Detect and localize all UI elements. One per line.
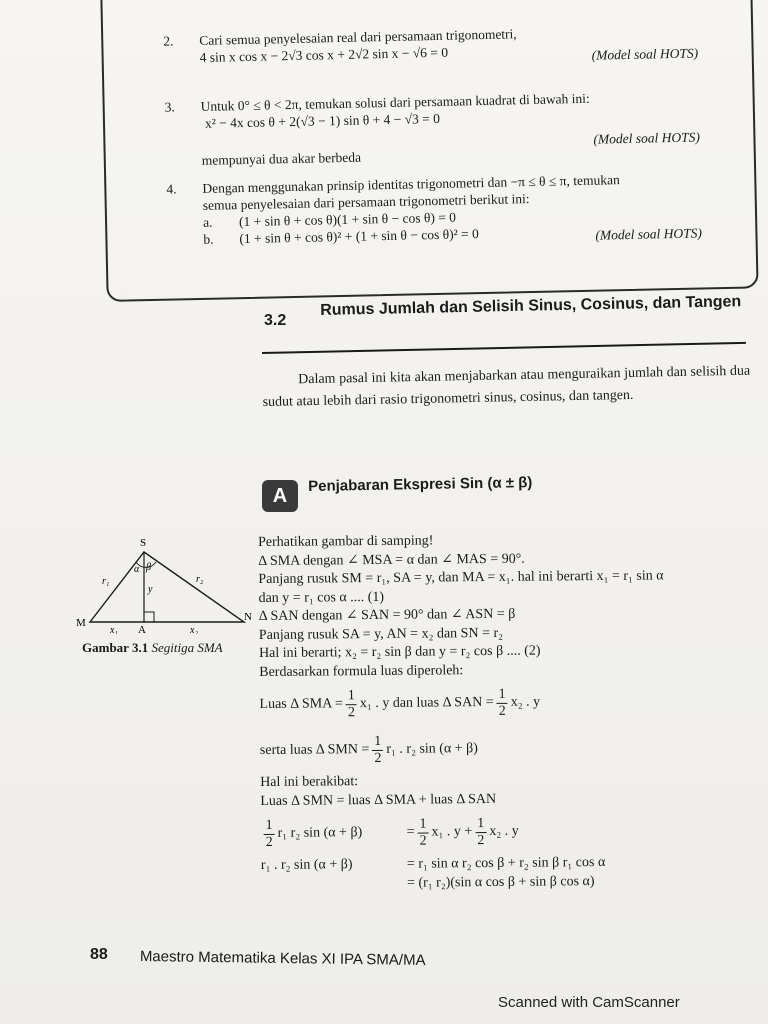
fraction-numerator: 1 [475,816,486,833]
section-intro [262,361,751,414]
side-x2-label: x₂ [190,625,198,634]
body-line: dan y = r₁ cos α .... (1) [258,589,385,606]
fraction-half [497,686,508,719]
item-equation: (1 + sin θ + cos θ)(1 + sin θ − cos θ) = 0 [238,209,457,230]
fraction-denominator: 2 [265,834,273,850]
area-smn-line [260,724,760,774]
caption-bold: Gambar 3.1 [82,640,149,655]
item-label: a. [202,214,213,230]
right-angle-mark [144,612,154,622]
body-line: Hal ini berakibat: [260,774,359,790]
fraction-denominator: 2 [498,703,506,719]
exercise-text: Dengan menggunakan prinsip identitas trigonometri dan −π ≤ θ ≤ π, temukan [202,172,620,196]
fraction-half [417,816,428,849]
formula-text: r₁ r₂ sin (α + β) [277,824,363,841]
fraction-half [372,733,383,766]
exercise-text: Untuk 0° ≤ θ < 2π, temukan solusi dari persamaan kuadrat di bawah ini: [200,90,590,114]
derivation-left [260,810,406,857]
area-formula-line [259,678,759,728]
book-title: Maestro Matematika Kelas XI IPA SMA/MA [139,948,426,969]
angle-beta-label: β [146,562,151,573]
exercise-box [100,0,759,302]
fraction-half [475,816,486,849]
body-line: Luas Δ SMN = luas Δ SMA + luas Δ SAN [260,791,497,809]
body-line: Panjang rusuk SM = r₁, SA = y, dan MA = x₁. hal ini berarti x₁ = r₁ sin α [258,568,664,587]
hots-label: (Model soal HOTS) [595,225,703,243]
fraction-denominator: 2 [477,832,485,848]
derivation-left: r₁ . r₂ sin (α + β) [260,857,353,873]
fraction-denominator: 2 [419,833,427,849]
vertex-n-label: N [244,611,252,623]
formula-text: r₁ . r₂ sin (α + β) [386,740,479,757]
formula-text: serta luas Δ SMN = [259,741,370,758]
triangle-outline [90,552,244,622]
fraction-denominator: 2 [374,750,382,766]
page-number: 88 [90,946,108,963]
vertex-s-label: S [140,537,147,549]
derivation-right: = (r₁ r₂)(sin α cos β + sin β cos α) [406,873,595,891]
derivation-body [258,530,761,894]
hots-label: (Model soal HOTS) [593,129,701,147]
exercise-number: 4. [166,181,177,197]
formula-text: x₂ . y [489,823,519,839]
fraction-numerator: 1 [263,817,274,834]
exercise-4 [166,171,621,248]
formula-text: x₁ . y dan luas Δ SAN = [359,694,494,711]
exercise-text: Cari semua penyelesaian real dari persamaan trigonometri, [199,26,517,48]
intro-text: Dalam pasal ini kita akan menjabarkan atau menguraikan jumlah dan selisih dua sudut atau lebih dari rasio trigonometri sinus, cosinus, dan tangen. [262,363,751,410]
scanner-watermark: Scanned with CamScanner [498,994,680,1011]
exercise-text: semua penyelesaian dari persamaan trigonometri berikut ini: [202,191,530,213]
section-title: Rumus Jumlah dan Selisih Sinus, Cosinus, dan Tangen [320,293,742,319]
fraction-numerator: 1 [417,816,428,833]
fraction-numerator: 1 [346,688,357,705]
item-equation: (1 + sin θ + cos θ)² + (1 + sin θ − cos θ)² = 0 [239,226,479,247]
exercise-equation: x² − 4x cos θ + 2(√3 − 1) sin θ + 4 − √3 = 0 [204,110,441,131]
body-line: Perhatikan gambar di samping! [258,533,434,550]
section-rule [262,342,746,354]
exercise-3 [164,90,591,169]
subsection-badge: A [262,480,298,512]
vertex-m-label: M [76,617,86,629]
formula-text: x₁ . y + [431,823,473,840]
exercise-equation: 4 sin x cos x − 2√3 cos x + 2√2 sin x − √6 = 0 [199,44,449,65]
body-line: Hal ini berarti; x₂ = r₂ sin β dan y = r₂ cos β .... (2) [258,643,541,661]
subsection-title: Penjabaran Ekspresi Sin (α ± β) [308,474,533,495]
side-y-label: y [148,584,153,595]
section-number: 3.2 [264,312,287,329]
formula-text: Luas Δ SMA = [259,696,343,712]
side-r1-label: r₁ [102,576,110,587]
derivation-table [260,807,761,894]
triangle-figure [74,534,254,634]
body-line: Panjang rusuk SA = y, AN = x₂ dan SN = r₂ [258,625,504,643]
body-line: Δ SMA dengan ∠ MSA = α dan ∠ MAS = 90°. [258,551,525,569]
derivation-right [406,807,760,856]
body-line: Berdasarkan formula luas diperoleh: [259,662,464,680]
hots-label: (Model soal HOTS) [591,45,699,63]
fraction-half [346,688,357,721]
fraction-numerator: 1 [497,686,508,703]
formula-text: = [406,824,415,840]
exercise-number: 3. [164,99,175,115]
derivation-right: = r₁ sin α r₂ cos β + r₂ sin β r₁ cos α [406,854,606,872]
caption-italic: Segitiga SMA [151,640,223,655]
angle-alpha-label: α [134,564,140,575]
body-line: Δ SAN dengan ∠ SAN = 90° dan ∠ ASN = β [258,606,516,624]
formula-text: x₂ . y [510,694,541,710]
exercise-note: mempunyai dua akar berbeda [201,149,362,168]
side-x1-label: x₁ [110,625,118,634]
item-label: b. [203,231,214,247]
figure-caption [82,640,223,656]
fraction-numerator: 1 [372,733,383,750]
exercise-2 [163,25,517,66]
fraction-half [263,817,274,850]
exercise-number: 2. [163,33,174,49]
side-r2-label: r₂ [196,574,204,585]
fraction-denominator: 2 [347,704,356,720]
vertex-a-label: A [138,624,146,634]
